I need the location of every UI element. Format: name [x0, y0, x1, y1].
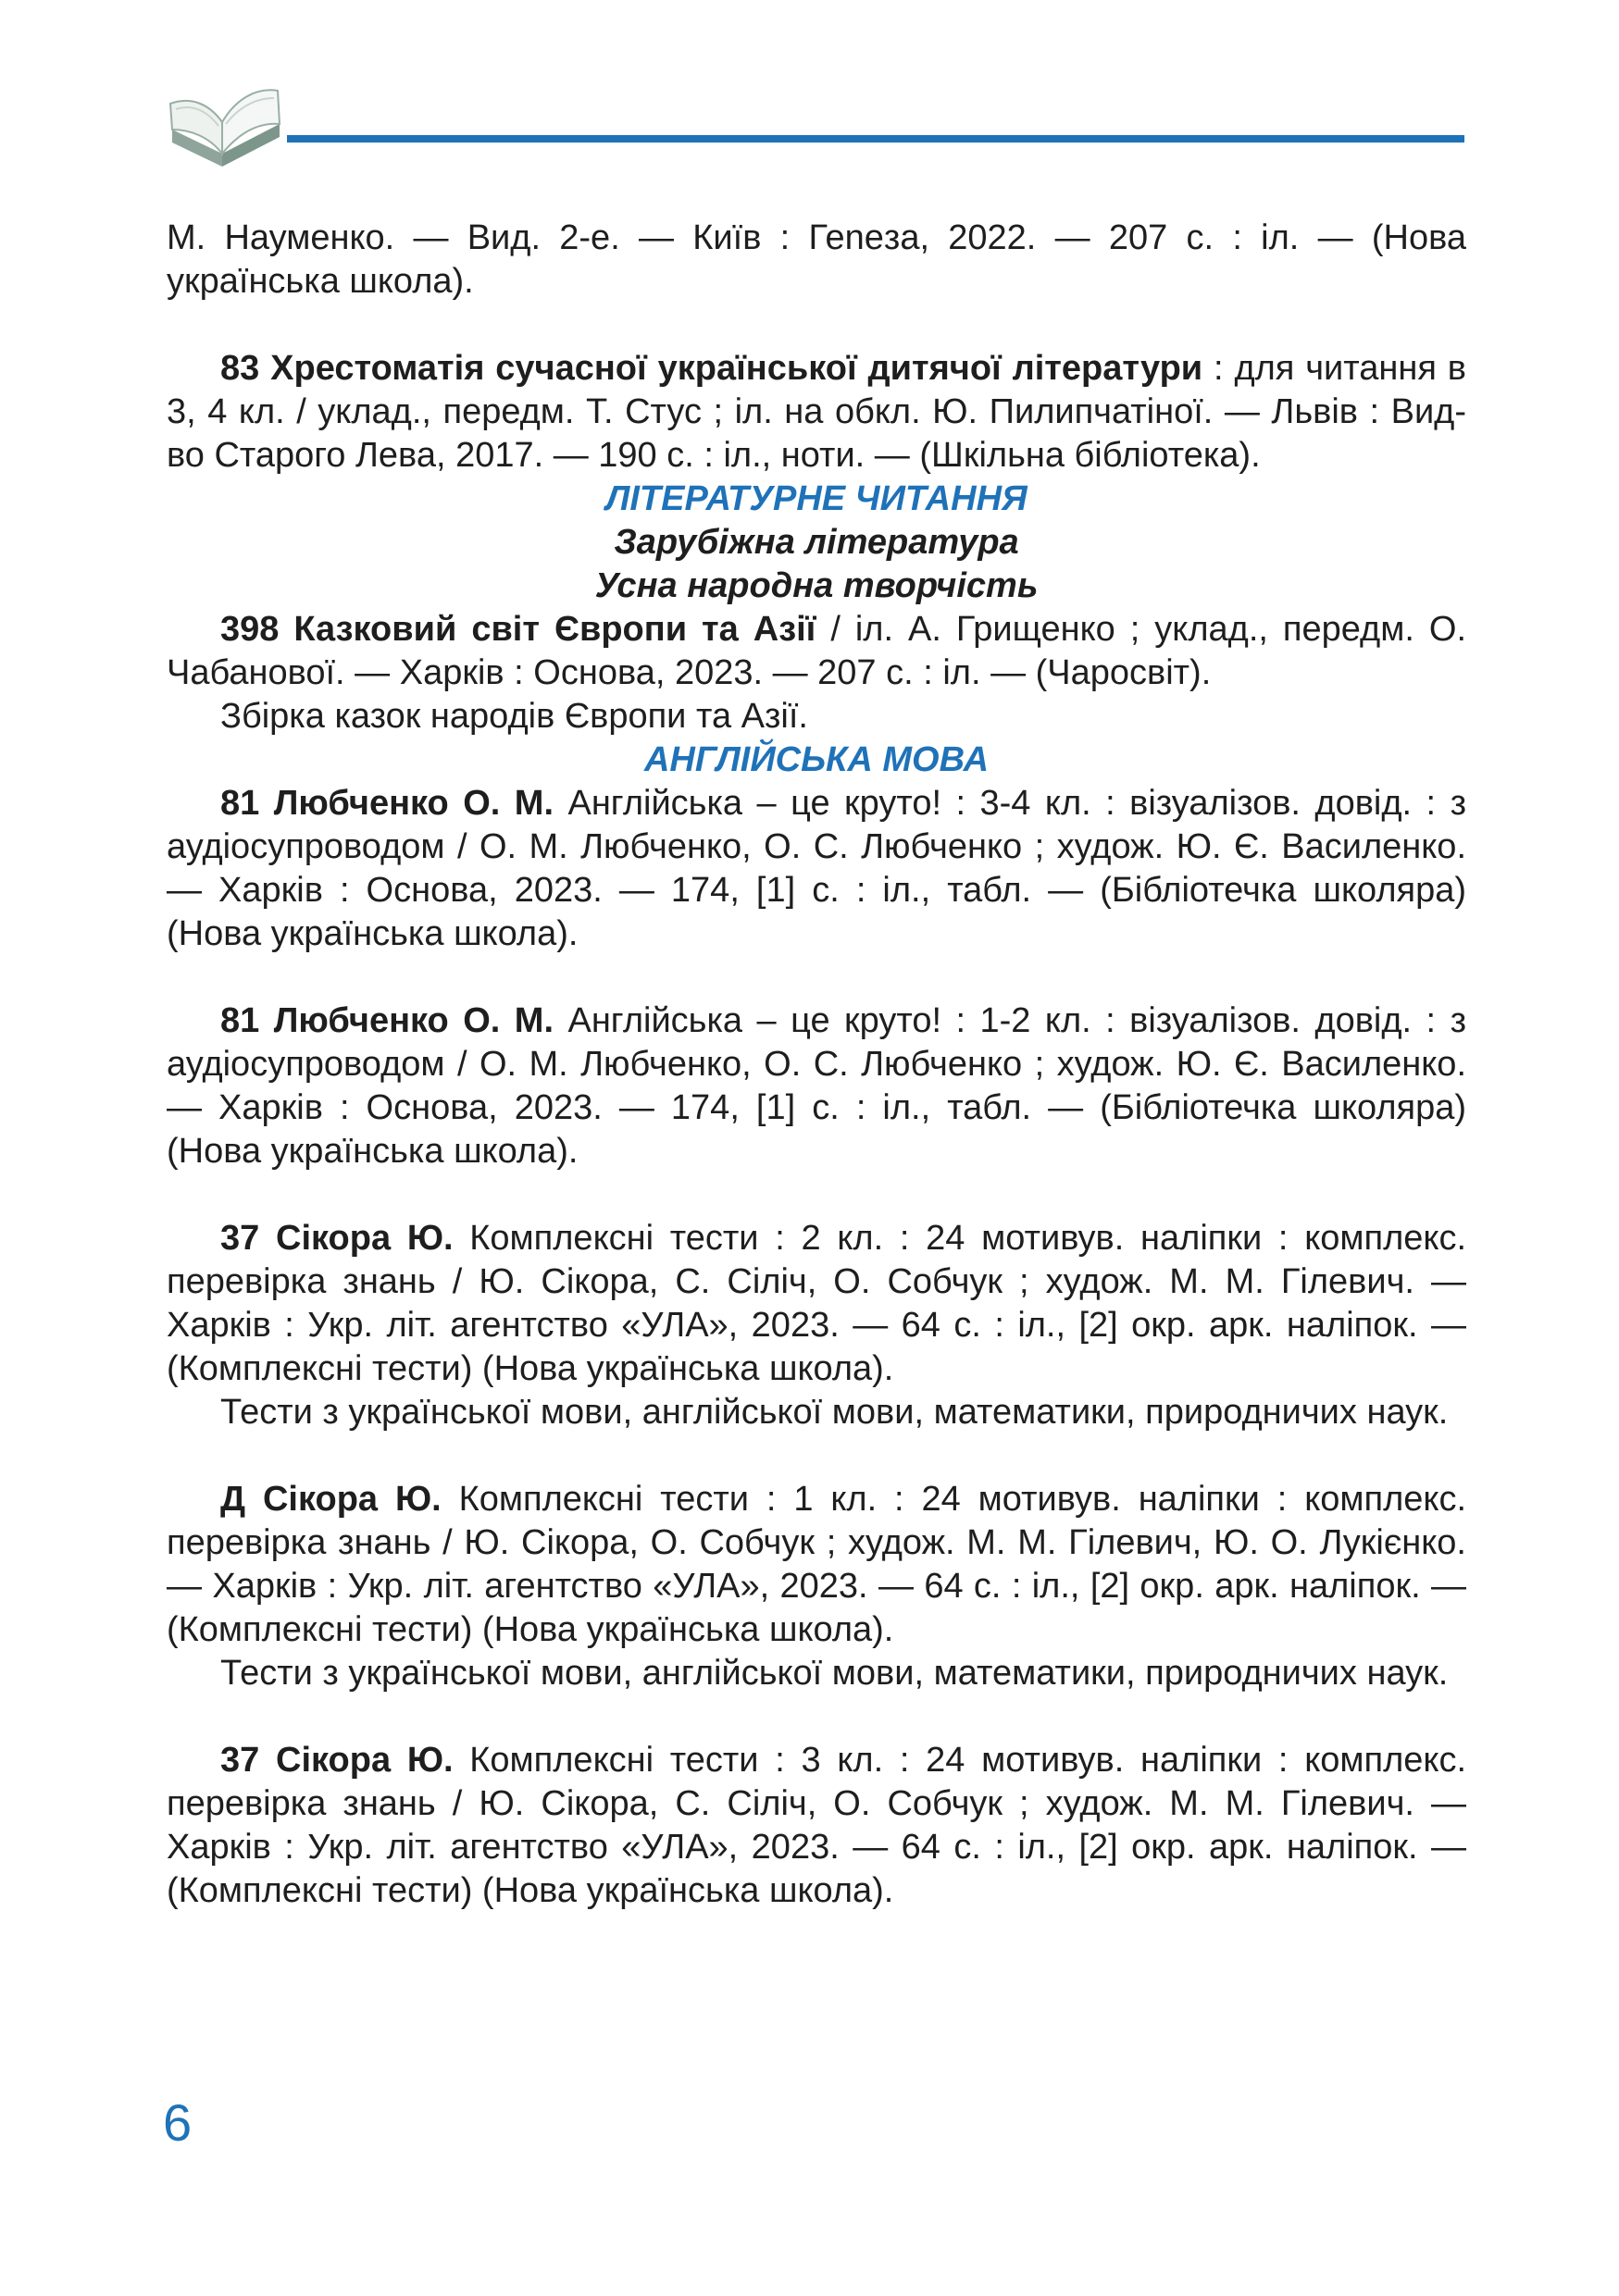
entry-code: 83 [220, 349, 260, 388]
entry-81-b: 81 Любченко О. М. Англійська – це круто! : 1-2 кл. : візуалізов. довід. : з аудіосупроводом / О. М. Любченко, О. С. Любченко ; худож. Ю. Є. Василенко. — Харків : Основа, 2023. — 174, [1] с. : іл., табл. — (Бібліотечка школяра) (Нова українська школа). [167, 1001, 1466, 1171]
entry-code: 81 [220, 1001, 260, 1040]
page-header [0, 0, 1619, 185]
section-title-literature: ЛІТЕРАТУРНЕ ЧИТАННЯ [605, 479, 1027, 518]
subheading-folklore: Усна народна творчість [594, 566, 1039, 605]
entry-code: 37 [220, 1219, 260, 1258]
entry-title: Хрестоматія сучасної української дитячої літератури [270, 349, 1203, 388]
entry-398: 398 Казковий світ Європи та Азії / іл. А. Грищенко ; уклад., передм. О. Чабанової. — Харків : Основа, 2023. — 207 с. : іл. — (Чаросвіт). [167, 610, 1467, 692]
page-number: 6 [163, 2093, 193, 2152]
entry-author: Сікора Ю. [276, 1741, 454, 1780]
entry-37-a: 37 Сікора Ю. Комплексні тести : 2 кл. : 24 мотивув. наліпки : комплекс. перевірка знань / Ю. Сікора, С. Сіліч, О. Собчук ; худож. М. М. Гілевич. — Харків : Укр. літ. агентство «УЛА», 2023. — 64 с. : іл., [2] окр. арк. наліпок. — (Комплексні тести) (Нова українська школа). [167, 1219, 1466, 1388]
entry-code: 37 [220, 1741, 260, 1780]
entry-annotation: Тести з української мови, англійської мови, математики, природничих наук. [220, 1654, 1449, 1693]
entry-author: Сікора Ю. [262, 1480, 442, 1519]
entry-code: 398 [220, 610, 280, 649]
entry-83: 83 Хрестоматія сучасної української дитячої літератури : для читання в 3, 4 кл. / уклад., передм. Т. Стус ; іл. на обкл. Ю. Пилипчатіної. — Львів : Вид-во Старого Лева, 2017. — 190 с. : іл., ноти. — (Шкільна бібліотека). [167, 349, 1466, 475]
entry-title: Казковий світ Європи та Азії [293, 610, 816, 649]
header-rule [287, 135, 1464, 143]
subheading-foreign-literature: Зарубіжна література [614, 523, 1019, 562]
entry-37-b: 37 Сікора Ю. Комплексні тести : 3 кл. : 24 мотивув. наліпки : комплекс. перевірка знань / Ю. Сікора, С. Сіліч, О. Собчук ; худож. М. М. Гілевич. — Харків : Укр. літ. агентство «УЛА», 2023. — 64 с. : іл., [2] окр. арк. наліпок. — (Комплексні тести) (Нова українська школа). [167, 1741, 1466, 1910]
bibliography [167, 217, 1466, 1913]
entry-continuation: М. Науменко. — Вид. 2-е. — Київ : Геneза, 2022. — 207 с. : іл. — (Нова українська школа). [167, 218, 1466, 301]
entry-code: 81 [220, 784, 260, 823]
entry-author: Любченко О. М. [273, 1001, 554, 1040]
entry-d: Д Сікора Ю. Комплексні тести : 1 кл. : 24 мотивув. наліпки : комплекс. перевірка знань / Ю. Сікора, О. Собчук ; худож. М. М. Гілевич, Ю. О. Лукієнко. — Харків : Укр. літ. агентство «УЛА», 2023. — 64 с. : іл., [2] окр. арк. наліпок. — (Комплексні тести) (Нова українська школа). [167, 1480, 1467, 1649]
entry-annotation: Тести з української мови, англійської мови, математики, природничих наук. [220, 1393, 1449, 1432]
entry-author: Любченко О. М. [273, 784, 554, 823]
entry-code: Д [220, 1480, 246, 1519]
entry-81-a: 81 Любченко О. М. Англійська – це круто! : 3-4 кл. : візуалізов. довід. : з аудіосупроводом / О. М. Любченко, О. С. Любченко ; худож. Ю. Є. Василенко. — Харків : Основа, 2023. — 174, [1] с. : іл., табл. — (Бібліотечка школяра) (Нова українська школа). [167, 784, 1466, 953]
entry-annotation: Збірка казок народів Європи та Азії. [220, 697, 808, 736]
section-title-english: АНГЛІЙСЬКА МОВА [643, 740, 990, 779]
open-book-icon [165, 76, 285, 168]
entry-author: Сікора Ю. [276, 1219, 454, 1258]
